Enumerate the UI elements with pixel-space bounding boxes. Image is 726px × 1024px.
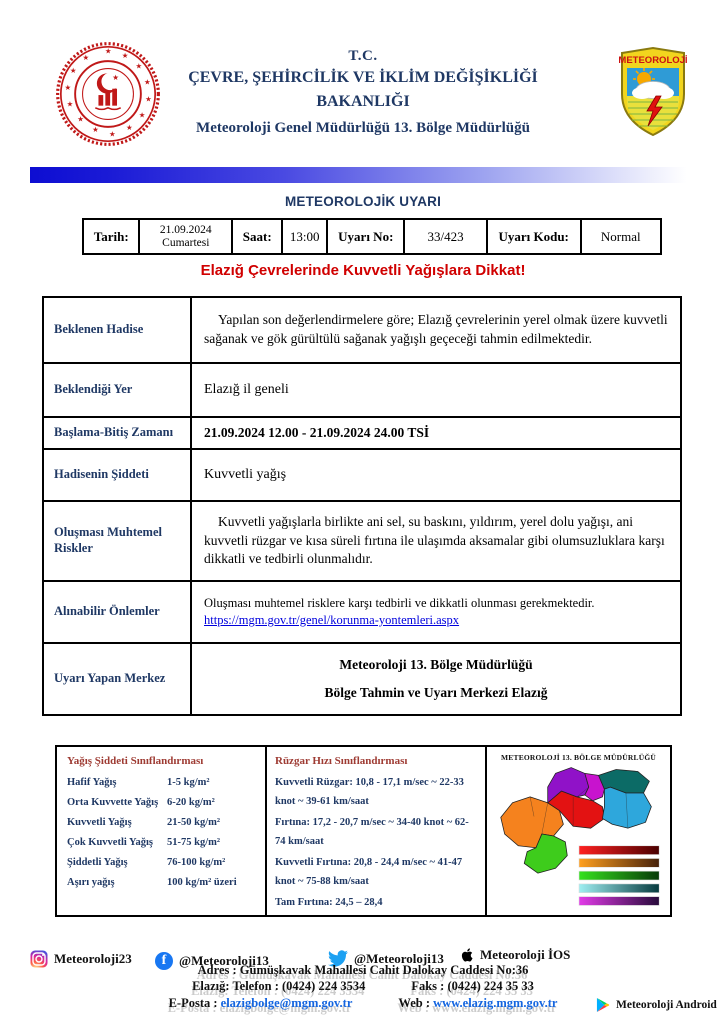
expected-event-text: Yapılan son değerlendirmelere göre; Elazığ çevrelerinin yerel olmak üzere kuvvetli sağanak ve gök gürültülü sağanak yağışlı geçeceği tahmin edilmektedir. — [204, 312, 668, 346]
met-logo-text: METEOROLOJİ — [618, 55, 688, 66]
email-web-line — [0, 996, 726, 1011]
meteorology-shield-icon — [618, 46, 688, 138]
time-label: Saat: — [233, 220, 283, 253]
table-row — [44, 580, 680, 642]
rain-class-row: Kuvvetli Yağış 21-50 kg/m² — [67, 817, 221, 828]
row-label-precautions: Alınabilir Önlemler — [44, 582, 192, 642]
svg-text:★: ★ — [92, 125, 99, 135]
header-tc: T.C. — [348, 48, 378, 64]
svg-text:★: ★ — [69, 65, 77, 75]
web-link[interactable]: www.elazig.mgm.gov.tr — [433, 996, 558, 1010]
svg-text:★: ★ — [144, 77, 151, 87]
warning-code-label: Uyarı Kodu: — [488, 220, 582, 253]
gradient-divider-bar — [30, 167, 700, 183]
header-ministry-line2: BAKANLIĞI — [316, 93, 410, 110]
rain-class-row: Orta Kuvvette Yağış 6-20 kg/m² — [67, 797, 215, 808]
svg-text:★: ★ — [112, 73, 119, 83]
row-label-severity: Hadisenin Şiddeti — [44, 450, 192, 500]
expected-location-text: Elazığ il geneli — [204, 382, 289, 398]
fax-text: Faks : (0424) 224 35 33 — [411, 979, 534, 993]
svg-text:★: ★ — [77, 114, 84, 124]
issuing-center-line1: Meteoroloji 13. Bölge Müdürlüğü — [339, 656, 533, 672]
warning-headline: Elazığ Çevrelerinde Kuvvetli Yağışlara Dikkat! — [200, 262, 526, 279]
time-value: 13:00 — [283, 220, 328, 253]
svg-text:★: ★ — [82, 53, 90, 63]
table-row — [44, 416, 680, 448]
twitter-handle: @Meteoroloji13 — [354, 950, 444, 966]
facebook-icon: f — [155, 952, 173, 970]
svg-text:★: ★ — [145, 94, 152, 104]
rain-classification — [57, 747, 267, 915]
warning-no-label: Uyarı No: — [328, 220, 405, 253]
row-label-possible-risks: Oluşması Muhtemel Riskler — [44, 502, 192, 580]
row-label-issuing-center: Uyarı Yapan Merkez — [44, 644, 192, 714]
svg-text:★: ★ — [109, 129, 116, 139]
possible-risks-text: Kuvvetli yağışlarla birlikte ani sel, su baskını, yıldırım, yerel dolu yağışı, ani kuvvetli rüzgar ve kısa süreli fırtına ile ulaşımda aksamalar gibi olumsuzluklara karşı dikkatli ve tedbirli olunmalıdır. — [204, 513, 665, 567]
svg-text:★: ★ — [66, 99, 74, 109]
region-map-icon — [491, 763, 667, 909]
wind-class-row: Kuvvetli Fırtına: 20,8 - 24,4 m/sec ~ 41-47 knot ~ 75-88 km/saat — [275, 856, 463, 888]
date-value-day: Cumartesi — [162, 236, 210, 249]
svg-text:★: ★ — [126, 123, 133, 133]
table-row — [44, 448, 680, 500]
region-map-title: METEOROLOJİ 13. BÖLGE MÜDÜRLÜĞÜ — [501, 753, 656, 762]
facebook-handle: @Meteoroloji13 — [179, 953, 269, 968]
svg-text:★: ★ — [104, 46, 112, 56]
wind-class-row: Tam Fırtına: 24,5 – 28,4 — [275, 896, 383, 908]
svg-text:★: ★ — [135, 61, 143, 71]
issuing-center-line2: Bölge Tahmin ve Uyarı Merkezi Elazığ — [324, 684, 548, 700]
document-header — [120, 48, 606, 137]
instagram-handle: Meteoroloji23 — [54, 951, 132, 966]
protection-methods-link[interactable]: https://mgm.gov.tr/genel/korunma-yontemleri.aspx — [204, 613, 460, 627]
table-row — [44, 298, 680, 362]
table-row — [44, 500, 680, 580]
rain-class-row: Şiddetli Yağış 76-100 kg/m² — [67, 857, 226, 868]
warning-no-value: 33/423 — [405, 220, 487, 253]
date-label: Tarih: — [84, 220, 140, 253]
phone-text: Elazığ: Telefon : (0424) 224 3534 — [192, 979, 366, 993]
rain-classification-title: Yağış Şiddeti Sınıflandırması — [67, 755, 204, 767]
warning-code-value: Normal — [600, 228, 641, 244]
date-value — [140, 220, 233, 253]
classification-box — [55, 745, 672, 917]
warning-detail-table — [42, 296, 682, 716]
precautions-text: Oluşması muhtemel risklere karşı tedbirli ve dikkatli olunması gerekmektedir. — [204, 595, 595, 610]
ios-app[interactable] — [458, 946, 570, 964]
svg-text:★: ★ — [121, 50, 129, 60]
apple-icon — [458, 946, 474, 964]
ios-app-label: Meteoroloji İOS — [480, 947, 571, 962]
android-app-label: Meteoroloji Android — [616, 999, 717, 1011]
phone-fax-line — [0, 979, 726, 994]
svg-text:★: ★ — [64, 82, 72, 92]
region-map-panel — [487, 747, 670, 915]
row-label-time-range: Başlama-Bitiş Zamanı — [44, 418, 192, 448]
table-row — [44, 642, 680, 714]
header-directorate: Meteoroloji Genel Müdürlüğü 13. Bölge Müdürlüğü — [196, 120, 530, 136]
wind-class-row: Fırtına: 17,2 - 20,7 m/sec ~ 34-40 knot ~ 62-74 km/saat — [275, 816, 469, 848]
wind-classification — [267, 747, 487, 915]
wind-class-row: Kuvvetli Rüzgar: 10,8 - 17,1 m/sec ~ 22-33 knot ~ 39-61 km/saat — [275, 777, 464, 808]
warning-info-table — [82, 218, 662, 255]
date-value-date: 21.09.2024 — [159, 223, 212, 236]
table-row — [44, 362, 680, 416]
header-ministry-line1: ÇEVRE, ŞEHİRCİLİK VE İKLİM DEĞİŞİKLİĞİ — [188, 69, 538, 86]
rain-class-row: Aşırı yağış 100 kg/m² üzeri — [67, 877, 237, 888]
row-label-expected-event: Beklenen Hadise — [44, 298, 192, 362]
row-label-expected-location: Beklendiği Yer — [44, 364, 192, 416]
section-title: METEOROLOJİK UYARI — [284, 194, 442, 209]
address-line: Adres : Gümüşkavak Mahallesi Cahit Dalokay Caddesi No:36 — [197, 963, 529, 977]
rain-class-row: Çok Kuvvetli Yağış 51-75 kg/m² — [67, 837, 221, 848]
email-label: E-Posta : — [168, 996, 221, 1010]
time-range-text: 21.09.2024 12.00 - 21.09.2024 24.00 TSİ — [204, 424, 430, 440]
rain-class-row: Hafif Yağış 1-5 kg/m² — [67, 777, 210, 788]
wind-classification-title: Rüzgar Hızı Sınıflandırması — [275, 755, 408, 767]
web-label: Web : — [398, 996, 434, 1010]
email-link[interactable]: elazigbolge@mgm.gov.tr — [220, 996, 353, 1010]
svg-text:★: ★ — [138, 110, 146, 120]
severity-text: Kuvvetli yağış — [204, 467, 287, 483]
